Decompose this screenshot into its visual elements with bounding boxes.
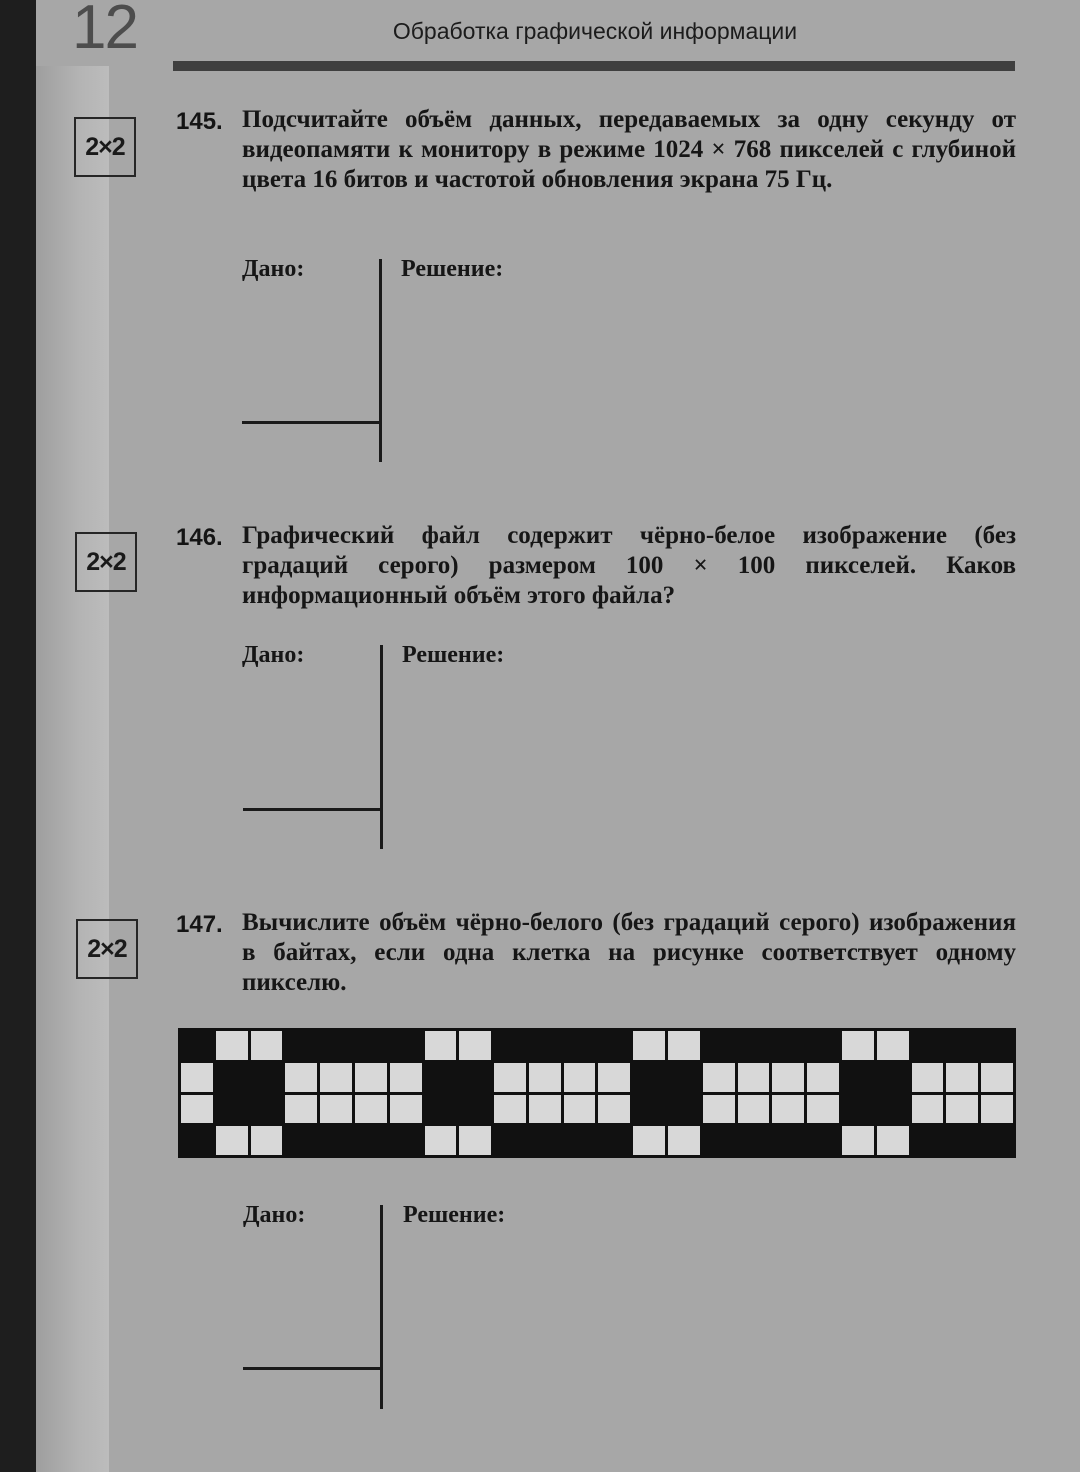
task-text: Подсчитайте объём данных, передаваемых за одну секунду от видеопамяти к монитору в режиме 1024 × 768 пикселей с глубиной цвета 16 битов и частотой обновления экрана 75 Гц. xyxy=(242,106,1016,193)
difficulty-badge: 2×2 xyxy=(76,919,138,979)
pixel-black xyxy=(598,1031,630,1060)
pixel-black xyxy=(251,1063,283,1092)
difficulty-badge: 2×2 xyxy=(75,532,137,592)
pixel-white xyxy=(738,1063,770,1092)
pixel-black xyxy=(946,1126,978,1155)
pixel-black xyxy=(668,1095,700,1124)
pixel-black xyxy=(633,1063,665,1092)
pixel-white xyxy=(946,1063,978,1092)
pixel-black xyxy=(355,1031,387,1060)
pixel-white xyxy=(877,1126,909,1155)
pixel-black xyxy=(946,1031,978,1060)
pixel-white xyxy=(772,1095,804,1124)
pixel-black xyxy=(807,1126,839,1155)
answer-divider-vertical xyxy=(380,1205,383,1409)
solution-label: Решение: xyxy=(402,642,505,668)
pixel-white xyxy=(181,1095,213,1124)
pixel-white xyxy=(564,1095,596,1124)
pixel-white xyxy=(216,1031,248,1060)
pixel-black xyxy=(320,1031,352,1060)
pixel-white xyxy=(320,1095,352,1124)
answer-divider-horizontal xyxy=(242,421,382,424)
pixel-black xyxy=(772,1031,804,1060)
pixel-white xyxy=(251,1031,283,1060)
task-number: 145. xyxy=(176,108,223,135)
pixel-black xyxy=(981,1126,1013,1155)
pixel-black xyxy=(425,1063,457,1092)
pixel-black xyxy=(981,1031,1013,1060)
answer-divider-vertical xyxy=(380,645,383,849)
pixel-white xyxy=(320,1063,352,1092)
pixel-white xyxy=(390,1063,422,1092)
task-number: 146. xyxy=(176,524,223,551)
pixel-white xyxy=(425,1126,457,1155)
pixel-white xyxy=(494,1063,526,1092)
margin-strip xyxy=(36,66,109,1472)
pixel-black xyxy=(285,1126,317,1155)
pixel-black xyxy=(842,1095,874,1124)
pixel-black xyxy=(772,1126,804,1155)
pixel-black xyxy=(216,1063,248,1092)
pixel-white xyxy=(529,1095,561,1124)
pixel-white xyxy=(459,1126,491,1155)
pixel-black xyxy=(494,1031,526,1060)
pixel-black xyxy=(529,1031,561,1060)
pixel-white xyxy=(703,1063,735,1092)
pixel-black xyxy=(668,1063,700,1092)
pixel-black xyxy=(738,1031,770,1060)
pixel-white xyxy=(703,1095,735,1124)
pixel-white xyxy=(981,1063,1013,1092)
pixel-white xyxy=(285,1095,317,1124)
pixel-white xyxy=(355,1095,387,1124)
pixel-white xyxy=(285,1063,317,1092)
pixel-white xyxy=(251,1126,283,1155)
pixel-black xyxy=(703,1126,735,1155)
pixel-white xyxy=(772,1063,804,1092)
pixel-white xyxy=(807,1095,839,1124)
pixel-black xyxy=(529,1126,561,1155)
pixel-white xyxy=(633,1126,665,1155)
pixel-black xyxy=(912,1031,944,1060)
answer-divider-horizontal xyxy=(243,1367,383,1370)
pixel-black xyxy=(390,1031,422,1060)
pixel-black xyxy=(738,1126,770,1155)
pixel-black xyxy=(181,1126,213,1155)
pixel-black xyxy=(598,1126,630,1155)
task-number: 147. xyxy=(176,911,223,938)
pixel-white xyxy=(216,1126,248,1155)
pixel-black xyxy=(564,1126,596,1155)
pixel-white xyxy=(738,1095,770,1124)
pixel-white xyxy=(946,1095,978,1124)
page-number: 12 xyxy=(72,0,137,62)
pixel-black xyxy=(320,1126,352,1155)
pixel-black xyxy=(355,1126,387,1155)
pixel-black xyxy=(181,1031,213,1060)
pixel-white xyxy=(390,1095,422,1124)
pixel-white xyxy=(912,1063,944,1092)
pixel-white xyxy=(598,1095,630,1124)
pixel-white xyxy=(668,1126,700,1155)
pixel-black xyxy=(807,1031,839,1060)
pixel-white xyxy=(355,1063,387,1092)
pixel-white xyxy=(181,1063,213,1092)
workbook-page xyxy=(36,0,1080,1472)
given-label: Дано: xyxy=(242,256,305,282)
pixel-black xyxy=(564,1031,596,1060)
solution-label: Решение: xyxy=(401,256,504,282)
header-rule xyxy=(173,61,1015,71)
pixel-black xyxy=(425,1095,457,1124)
running-title: Обработка графической информации xyxy=(392,18,798,44)
solution-label: Решение: xyxy=(403,1202,506,1228)
pixel-white xyxy=(598,1063,630,1092)
pixel-black xyxy=(877,1095,909,1124)
given-label: Дано: xyxy=(242,642,305,668)
pixel-white xyxy=(668,1031,700,1060)
pixel-white xyxy=(807,1063,839,1092)
answer-divider-vertical xyxy=(379,259,382,462)
pixel-white xyxy=(981,1095,1013,1124)
pixel-black xyxy=(842,1063,874,1092)
pixel-white xyxy=(459,1031,491,1060)
pixel-white xyxy=(494,1095,526,1124)
pixel-black xyxy=(459,1063,491,1092)
given-label: Дано: xyxy=(243,1202,306,1228)
pixel-white xyxy=(529,1063,561,1092)
pixel-black xyxy=(285,1031,317,1060)
pixel-black xyxy=(494,1126,526,1155)
pixel-white xyxy=(842,1126,874,1155)
pixel-white xyxy=(877,1031,909,1060)
difficulty-badge: 2×2 xyxy=(74,117,136,177)
pixel-black xyxy=(877,1063,909,1092)
pixel-black xyxy=(703,1031,735,1060)
pixel-black xyxy=(251,1095,283,1124)
pixel-white xyxy=(564,1063,596,1092)
pixel-white xyxy=(425,1031,457,1060)
task-text: Графический файл содержит чёрно-белое изображение (без градаций серого) размером 100 × 100 пикселей. Каков информационный объём этого файла? xyxy=(242,522,1016,609)
task-text: Вычислите объём чёрно-белого (без градаций серого) изображения в байтах, если одна клетка на рисунке соответствует одному пикселю. xyxy=(242,909,1016,996)
pixel-black xyxy=(390,1126,422,1155)
pixel-white xyxy=(842,1031,874,1060)
pixel-black xyxy=(912,1126,944,1155)
pixel-pattern-grid xyxy=(178,1028,1016,1158)
pixel-white xyxy=(633,1031,665,1060)
pixel-black xyxy=(633,1095,665,1124)
pixel-black xyxy=(216,1095,248,1124)
pixel-white xyxy=(912,1095,944,1124)
answer-divider-horizontal xyxy=(243,808,383,811)
pixel-black xyxy=(459,1095,491,1124)
